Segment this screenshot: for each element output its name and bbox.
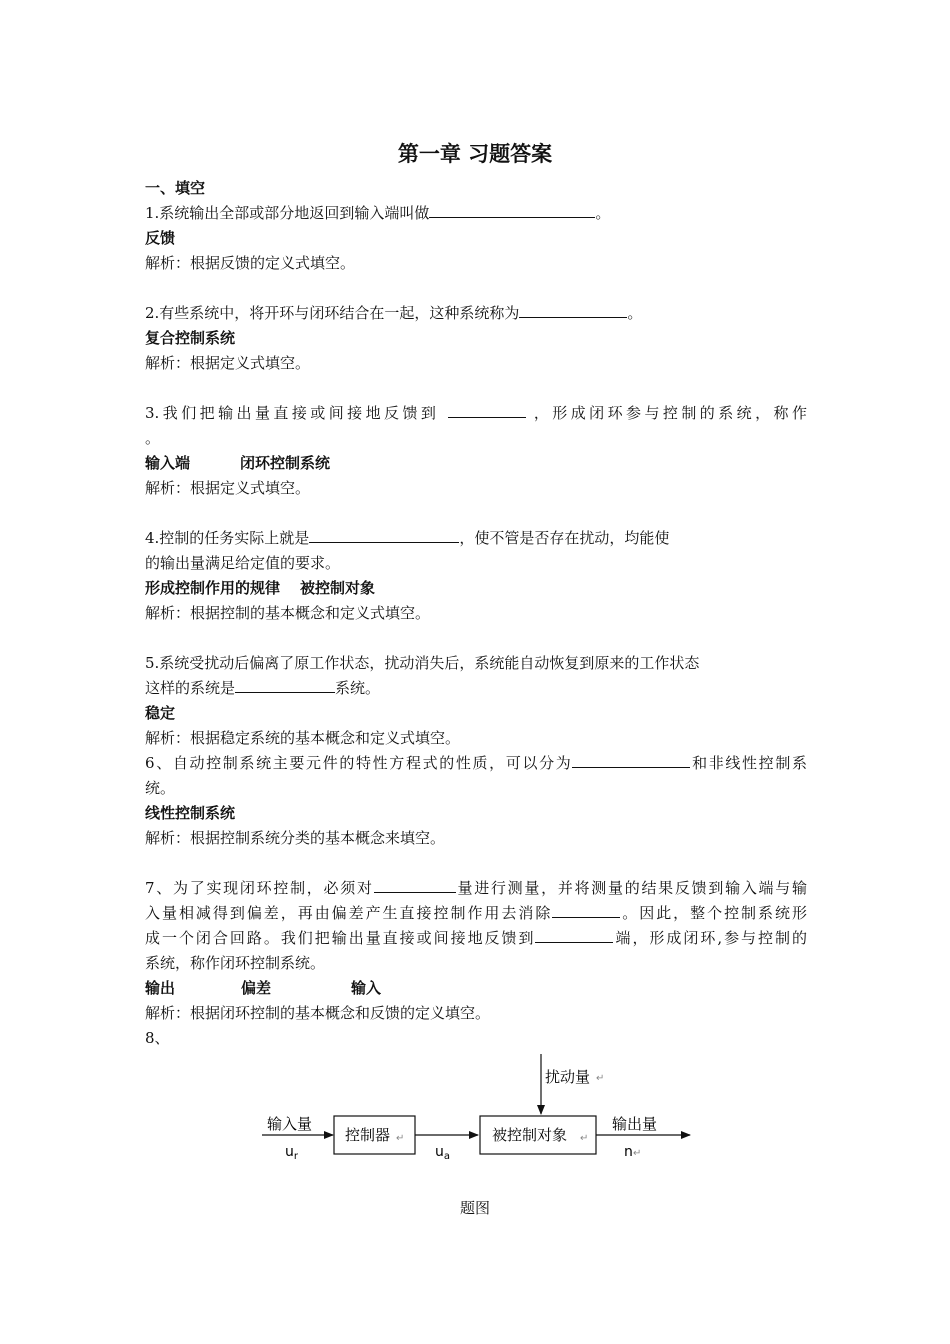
question-4-end: ，使不管是否存在扰动，均能使: [459, 529, 670, 547]
n-label: n: [624, 1144, 633, 1160]
question-2-end: 。: [627, 304, 643, 322]
answer-1: 反馈: [145, 229, 176, 247]
answer-7c: 输入: [351, 979, 382, 997]
question-5: [145, 678, 380, 698]
question-6-line2: 统。: [145, 779, 176, 797]
analysis-4: 解析：根据控制的基本概念和定义式填空。: [145, 604, 431, 622]
diagram-caption: 题图: [459, 1199, 490, 1217]
answer-5: 稳定: [145, 704, 176, 722]
section-heading: 一、填空: [145, 179, 206, 197]
analysis-6: 解析：根据控制系统分类的基本概念来填空。: [145, 829, 446, 847]
answer-7: [145, 978, 381, 998]
question-4-text: 4.控制的任务实际上就是: [145, 529, 310, 547]
analysis-3: 解析：根据定义式填空。: [145, 479, 311, 497]
answer-blank: [535, 928, 613, 943]
return-mark-icon: ↵: [580, 1133, 589, 1144]
answer-blank: [429, 203, 595, 218]
answer-3a: 输入端: [145, 454, 191, 472]
analysis-5: 解析：根据稳定系统的基本概念和定义式填空。: [145, 729, 461, 747]
question-7-line3: [145, 928, 807, 948]
answer-4b: 被控制对象: [300, 579, 376, 597]
answer-4a: 形成控制作用的规律: [145, 579, 281, 597]
answer-6: 线性控制系统: [145, 804, 236, 822]
question-2: [145, 303, 642, 323]
answer-4: [145, 578, 375, 598]
question-8-label: 8、: [145, 1029, 170, 1047]
question-6-text: 6、自动控制系统主要元件的特性方程式的性质，可以分为: [145, 754, 573, 772]
question-5-line1: 5.系统受扰动后偏离了原工作状态，扰动消失后，系统能自动恢复到原来的工作状态: [145, 654, 700, 672]
answer-7a: 输出: [145, 979, 176, 997]
answer-blank: [448, 403, 526, 418]
answer-3: [145, 453, 330, 473]
question-7-text-6: 端，形成闭环,参与控制的: [613, 929, 807, 947]
disturbance-label: 扰动量: [545, 1068, 591, 1086]
analysis-7: 解析：根据闭环控制的基本概念和反馈的定义填空。: [145, 1004, 491, 1022]
question-2-text: 2.有些系统中，将开环与闭环结合在一起，这种系统称为: [145, 304, 520, 322]
controller-label: 控制器: [345, 1126, 391, 1144]
question-4: [145, 528, 669, 548]
question-1-text: 1.系统输出全部或部分地返回到输入端叫做: [145, 204, 430, 222]
plant-label: 被控制对象: [492, 1126, 568, 1144]
question-6-end: 和非线性控制系: [690, 754, 807, 772]
question-7-line4: 系统，称作闭环控制系统。: [145, 954, 326, 972]
return-mark-icon: ↵: [633, 1148, 642, 1159]
analysis-2: 解析：根据定义式填空。: [145, 354, 311, 372]
output-label: 输出量: [612, 1115, 658, 1133]
question-3: [145, 403, 807, 423]
answer-blank: [552, 903, 620, 918]
question-4-line2: 的输出量满足给定值的要求。: [145, 554, 341, 572]
question-7-text-3: 入量相减得到偏差，再由偏差产生直接控制作用去消除: [145, 904, 553, 922]
question-1: [145, 203, 610, 223]
answer-blank: [572, 753, 690, 768]
ur-label: $u_r$: [285, 1144, 298, 1162]
answer-blank: [374, 878, 456, 893]
question-7-text-2: 量进行测量，并将测量的结果反馈到输入端与输: [455, 879, 807, 897]
input-label: 输入量: [267, 1115, 313, 1133]
question-3-line2: 。: [145, 429, 161, 447]
question-3-text: 3.我们把输出量直接或间接地反馈到: [145, 404, 440, 422]
question-3-end: ，形成闭环参与控制的系统，称作: [533, 404, 807, 422]
question-7-text-4: 。因此，整个控制系统形: [620, 904, 807, 922]
question-5-end: 系统。: [335, 679, 381, 697]
question-5-text: 这样的系统是: [145, 679, 236, 697]
answer-blank: [235, 678, 335, 693]
question-7-text-5: 成一个闭合回路。我们把输出量直接或间接地反馈到: [145, 929, 536, 947]
question-7-line2: [145, 903, 807, 923]
answer-blank: [309, 528, 459, 543]
answer-blank: [519, 303, 627, 318]
question-7-line1: [145, 878, 807, 898]
return-mark-icon: ↵: [396, 1133, 405, 1144]
answer-2: 复合控制系统: [145, 329, 236, 347]
question-6: [145, 753, 807, 773]
question-1-end: 。: [595, 204, 611, 222]
return-mark-icon: ↵: [596, 1073, 605, 1084]
answer-7b: 偏差: [241, 979, 272, 997]
question-7-text-1: 7、为了实现闭环控制，必须对: [145, 879, 374, 897]
ua-label: $u_a$: [435, 1144, 451, 1162]
analysis-1: 解析：根据反馈的定义式填空。: [145, 254, 356, 272]
answer-3b: 闭环控制系统: [240, 454, 331, 472]
page-title: 第一章 习题答案: [397, 142, 553, 166]
